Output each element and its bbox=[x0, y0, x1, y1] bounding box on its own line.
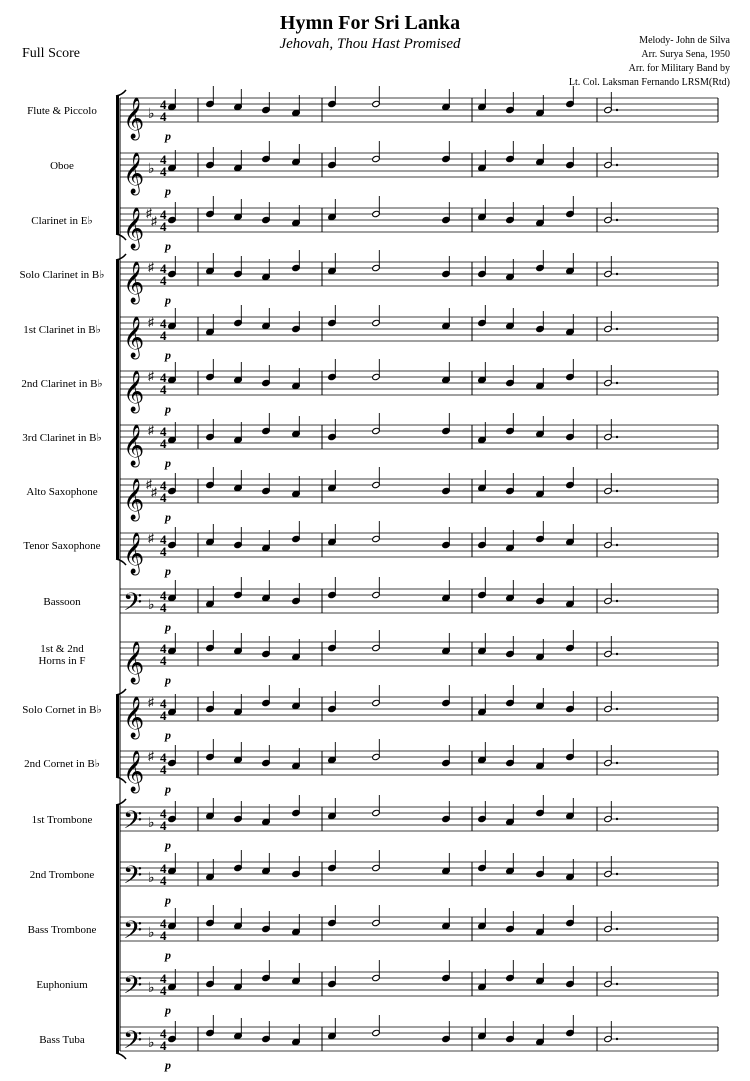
page-title: Hymn For Sri Lanka bbox=[279, 12, 461, 34]
time-signature-top: 4 bbox=[160, 861, 167, 876]
treble-clef-icon: 𝄞 bbox=[123, 697, 145, 738]
instrument-label: Euphonium bbox=[36, 979, 88, 991]
dynamic-marking: p bbox=[165, 620, 171, 634]
time-signature-bottom: 4 bbox=[160, 762, 167, 777]
dynamic-marking: p bbox=[165, 348, 171, 362]
time-signature-bottom: 4 bbox=[160, 490, 167, 505]
page-subtitle: Jehovah, Thou Hast Promised bbox=[279, 36, 461, 52]
augmentation-dot bbox=[616, 1038, 618, 1040]
dynamic-marking: p bbox=[165, 184, 171, 198]
bass-clef-icon: 𝄢 bbox=[123, 971, 143, 1006]
time-signature-bottom: 4 bbox=[160, 873, 167, 888]
time-signature-bottom: 4 bbox=[160, 328, 167, 343]
flat-key-icon: ♭ bbox=[148, 926, 155, 941]
treble-clef-icon: 𝄞 bbox=[123, 262, 145, 303]
instrument-label: 2nd Cornet in B♭ bbox=[24, 758, 100, 770]
dynamic-marking: p bbox=[165, 893, 171, 907]
treble-clef-icon: 𝄞 bbox=[123, 479, 145, 520]
sharp-key-icon: ♯ bbox=[146, 477, 152, 491]
treble-clef-icon: 𝄞 bbox=[123, 425, 145, 466]
time-signature-bottom: 4 bbox=[160, 382, 167, 397]
time-signature-top: 4 bbox=[160, 152, 167, 167]
credit-line: Melody- John de Silva bbox=[639, 35, 730, 46]
dynamic-marking: p bbox=[165, 402, 171, 416]
augmentation-dot bbox=[616, 109, 618, 111]
time-signature-bottom: 4 bbox=[160, 164, 167, 179]
dynamic-marking: p bbox=[165, 293, 171, 307]
bass-clef-icon: 𝄢 bbox=[123, 588, 143, 623]
time-signature-top: 4 bbox=[160, 478, 167, 493]
flat-key-icon: ♭ bbox=[148, 162, 155, 177]
bracket-hook bbox=[116, 689, 126, 695]
instrument-label: Tenor Saxophone bbox=[23, 540, 101, 552]
instrument-label: Flute & Piccolo bbox=[27, 105, 97, 117]
augmentation-dot bbox=[616, 983, 618, 985]
time-signature-bottom: 4 bbox=[160, 708, 167, 723]
treble-clef-icon: 𝄞 bbox=[123, 317, 145, 358]
instrument-label: Solo Cornet in B♭ bbox=[22, 704, 102, 716]
augmentation-dot bbox=[616, 873, 618, 875]
sharp-key-icon: ♯ bbox=[151, 214, 157, 228]
dynamic-marking: p bbox=[165, 1003, 171, 1017]
sharp-key-icon: ♯ bbox=[148, 369, 154, 383]
sharp-key-icon: ♯ bbox=[148, 423, 154, 437]
time-signature-bottom: 4 bbox=[160, 653, 167, 668]
time-signature-bottom: 4 bbox=[160, 1038, 167, 1053]
flat-key-icon: ♭ bbox=[148, 107, 155, 122]
time-signature-bottom: 4 bbox=[160, 436, 167, 451]
time-signature-top: 4 bbox=[160, 588, 167, 603]
augmentation-dot bbox=[616, 818, 618, 820]
augmentation-dot bbox=[616, 762, 618, 764]
instrument-label: 1st & 2nd bbox=[40, 643, 84, 655]
time-signature-top: 4 bbox=[160, 316, 167, 331]
instrument-label: 3rd Clarinet in B♭ bbox=[22, 432, 102, 444]
time-signature-bottom: 4 bbox=[160, 928, 167, 943]
time-signature-top: 4 bbox=[160, 370, 167, 385]
group-bracket bbox=[116, 96, 119, 234]
flat-key-icon: ♭ bbox=[148, 871, 155, 886]
dynamic-marking: p bbox=[165, 838, 171, 852]
augmentation-dot bbox=[616, 382, 618, 384]
time-signature-top: 4 bbox=[160, 261, 167, 276]
flat-key-icon: ♭ bbox=[148, 1036, 155, 1051]
treble-clef-icon: 𝄞 bbox=[123, 98, 145, 139]
treble-clef-icon: 𝄞 bbox=[123, 208, 145, 249]
sharp-key-icon: ♯ bbox=[151, 485, 157, 499]
bass-clef-icon: 𝄢 bbox=[123, 806, 143, 841]
instrument-label: 2nd Trombone bbox=[29, 869, 95, 881]
dynamic-marking: p bbox=[165, 129, 171, 143]
instrument-label: Oboe bbox=[50, 160, 74, 172]
time-signature-top: 4 bbox=[160, 641, 167, 656]
credit-line: Lt. Col. Laksman Fernando LRSM(Rtd) bbox=[568, 77, 730, 88]
augmentation-dot bbox=[616, 490, 618, 492]
time-signature-bottom: 4 bbox=[160, 600, 167, 615]
instrument-label: 1st Trombone bbox=[31, 814, 93, 826]
time-signature-top: 4 bbox=[160, 424, 167, 439]
time-signature-top: 4 bbox=[160, 971, 167, 986]
group-bracket bbox=[116, 805, 119, 1053]
time-signature-bottom: 4 bbox=[160, 544, 167, 559]
time-signature-top: 4 bbox=[160, 532, 167, 547]
augmentation-dot bbox=[616, 708, 618, 710]
bracket-hook bbox=[116, 90, 126, 96]
sharp-key-icon: ♯ bbox=[148, 315, 154, 329]
score-type-label: Full Score bbox=[22, 46, 80, 61]
time-signature-top: 4 bbox=[160, 696, 167, 711]
instrument-label: Bassoon bbox=[43, 596, 81, 608]
sharp-key-icon: ♯ bbox=[148, 695, 154, 709]
dynamic-marking: p bbox=[165, 239, 171, 253]
dynamic-marking: p bbox=[165, 782, 171, 796]
dynamic-marking: p bbox=[165, 564, 171, 578]
flat-key-icon: ♭ bbox=[148, 816, 155, 831]
treble-clef-icon: 𝄞 bbox=[123, 153, 145, 194]
augmentation-dot bbox=[616, 928, 618, 930]
augmentation-dot bbox=[616, 273, 618, 275]
augmentation-dot bbox=[616, 219, 618, 221]
time-signature-bottom: 4 bbox=[160, 219, 167, 234]
time-signature-bottom: 4 bbox=[160, 109, 167, 124]
bass-clef-icon: 𝄢 bbox=[123, 916, 143, 951]
time-signature-top: 4 bbox=[160, 1026, 167, 1041]
dynamic-marking: p bbox=[165, 510, 171, 524]
time-signature-top: 4 bbox=[160, 916, 167, 931]
treble-clef-icon: 𝄞 bbox=[123, 642, 145, 683]
treble-clef-icon: 𝄞 bbox=[123, 751, 145, 792]
sharp-key-icon: ♯ bbox=[148, 749, 154, 763]
time-signature-top: 4 bbox=[160, 806, 167, 821]
instrument-label: Alto Saxophone bbox=[26, 486, 98, 498]
time-signature-bottom: 4 bbox=[160, 818, 167, 833]
sharp-key-icon: ♯ bbox=[148, 531, 154, 545]
instrument-label: Clarinet in E♭ bbox=[31, 215, 93, 227]
augmentation-dot bbox=[616, 436, 618, 438]
augmentation-dot bbox=[616, 653, 618, 655]
instrument-label: Solo Clarinet in B♭ bbox=[19, 269, 105, 281]
group-bracket bbox=[116, 695, 119, 777]
sharp-key-icon: ♯ bbox=[146, 206, 152, 220]
instrument-label: Bass Tuba bbox=[39, 1034, 85, 1046]
bracket-hook bbox=[116, 799, 126, 805]
dynamic-marking: p bbox=[165, 456, 171, 470]
augmentation-dot bbox=[616, 328, 618, 330]
instrument-label: 2nd Clarinet in B♭ bbox=[21, 378, 103, 390]
dynamic-marking: p bbox=[165, 728, 171, 742]
dynamic-marking: p bbox=[165, 1058, 171, 1072]
augmentation-dot bbox=[616, 600, 618, 602]
augmentation-dot bbox=[616, 164, 618, 166]
time-signature-top: 4 bbox=[160, 97, 167, 112]
time-signature-bottom: 4 bbox=[160, 983, 167, 998]
flat-key-icon: ♭ bbox=[148, 981, 155, 996]
group-bracket bbox=[116, 260, 119, 559]
flat-key-icon: ♭ bbox=[148, 598, 155, 613]
instrument-label: Bass Trombone bbox=[27, 924, 97, 936]
dynamic-marking: p bbox=[165, 948, 171, 962]
sharp-key-icon: ♯ bbox=[148, 260, 154, 274]
credit-line: Arr. for Military Band by bbox=[628, 63, 730, 74]
instrument-label: 1st Clarinet in B♭ bbox=[23, 324, 101, 336]
dynamic-marking: p bbox=[165, 673, 171, 687]
instrument-label: Horns in F bbox=[38, 655, 86, 667]
bass-clef-icon: 𝄢 bbox=[123, 1026, 143, 1061]
bass-clef-icon: 𝄢 bbox=[123, 861, 143, 896]
credit-line: Arr. Surya Sena, 1950 bbox=[641, 49, 730, 60]
bracket-hook bbox=[116, 254, 126, 260]
time-signature-bottom: 4 bbox=[160, 273, 167, 288]
augmentation-dot bbox=[616, 544, 618, 546]
treble-clef-icon: 𝄞 bbox=[123, 533, 145, 574]
time-signature-top: 4 bbox=[160, 207, 167, 222]
treble-clef-icon: 𝄞 bbox=[123, 371, 145, 412]
time-signature-top: 4 bbox=[160, 750, 167, 765]
